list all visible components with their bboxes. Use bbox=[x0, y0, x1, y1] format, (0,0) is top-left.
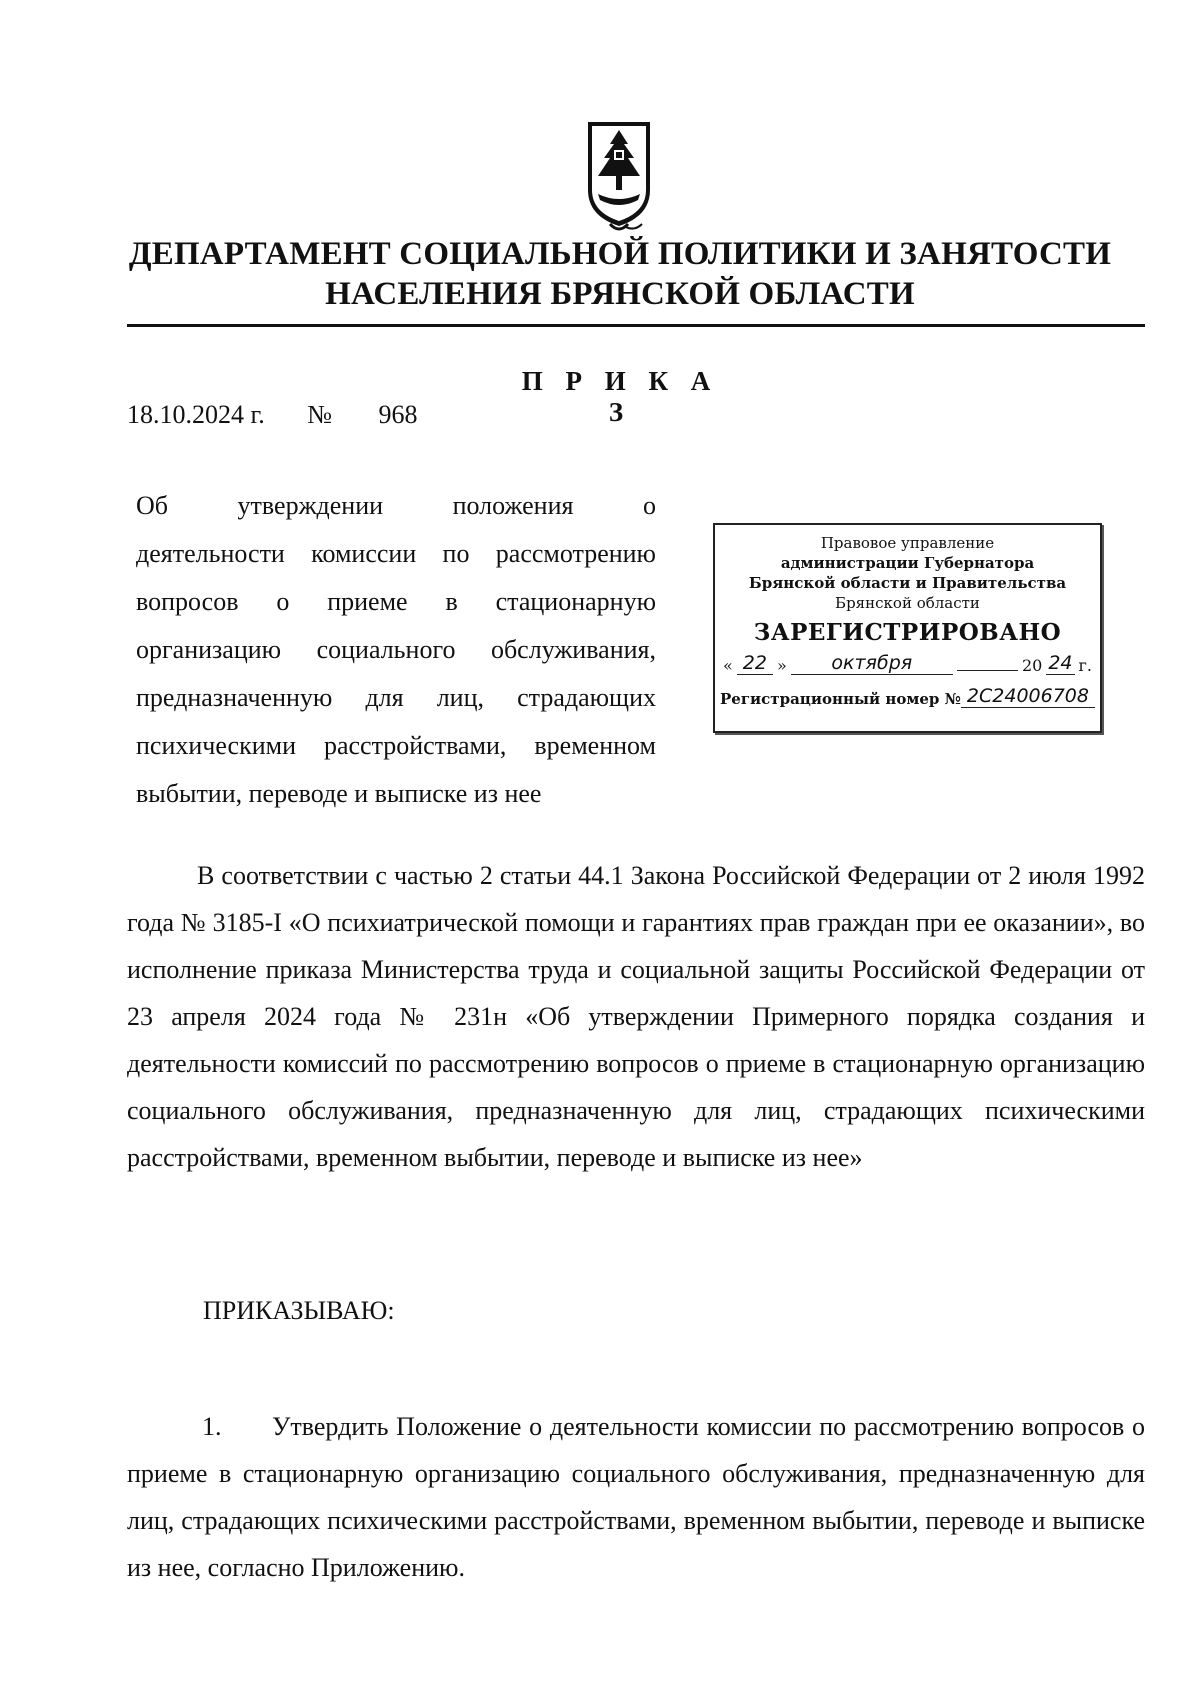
stamp-line: Брянской области bbox=[835, 594, 980, 612]
stamp-line: администрации Губернатора bbox=[780, 554, 1035, 572]
stamp-year-prefix: 20 bbox=[1021, 656, 1043, 675]
order-number: 968 bbox=[378, 400, 418, 429]
department-title bbox=[100, 234, 1140, 314]
stamp-year-suffix: 24 bbox=[1048, 652, 1073, 674]
stamp-reg-label: Регистрационный номер № bbox=[720, 690, 961, 708]
stamp-registration-number bbox=[715, 685, 1100, 708]
preamble-text: В соответствии с частью 2 статьи 44.1 Закона Российской Федерации от 2 июля 1992 года № 3185-I «О психиатрической помощи и гарантиях прав граждан при ее оказании», во исполнение приказа Министерства труда и социальной защиты Российской Федерации от 23 апреля 2024 года № 231н «Об утверждении Примерного порядка создания и деятельности комиссий по рассмотрению вопросов о приеме в стационарную организацию социального обслуживания, предназначенную для лиц, страдающих психическими расстройствами, временном выбытии, переводе и выписке из нее» bbox=[127, 861, 1145, 1172]
order-item-number: 1. bbox=[202, 1412, 222, 1441]
department-title-line2: НАСЕЛЕНИЯ БРЯНСКОЙ ОБЛАСТИ bbox=[325, 276, 915, 312]
stamp-line: Брянской области и Правительства bbox=[748, 574, 1067, 592]
stamp-month: октября bbox=[791, 652, 953, 675]
subject-line: психическими расстройствами, временном bbox=[136, 731, 656, 760]
stamp-year-unit: г. bbox=[1078, 656, 1092, 675]
subject-line: Об утверждении положения о bbox=[136, 491, 656, 520]
order-item-text: Утвердить Положение о деятельности комиссии по рассмотрению вопросов о приеме в стационарную организацию социального обслуживания, предназначенную для лиц, страдающих психическими расстройствами, временном выбытии, переводе и выписке из нее, согласно Приложению. bbox=[127, 1412, 1145, 1582]
subject-line: вопросов о приеме в стационарную bbox=[136, 587, 656, 616]
order-date: 18.10.2024 г. bbox=[127, 400, 265, 429]
department-title-line1: ДЕПАРТАМЕНТ СОЦИАЛЬНОЙ ПОЛИТИКИ И ЗАНЯТОСТИ bbox=[128, 236, 1112, 272]
subject-line: деятельности комиссии по рассмотрению bbox=[136, 539, 656, 568]
stamp-status: ЗАРЕГИСТРИРОВАНО bbox=[753, 619, 1062, 646]
registration-stamp bbox=[713, 523, 1102, 733]
subject-line: предназначенную для лиц, страдающих bbox=[136, 683, 656, 712]
stamp-date: « 22 » октября 20 24 г. bbox=[723, 652, 1092, 675]
coat-of-arms-icon bbox=[584, 120, 654, 238]
preamble-paragraph bbox=[127, 852, 1145, 1181]
orders-word: ПРИКАЗЫВАЮ: bbox=[203, 1296, 395, 1325]
subject-line: организацию социального обслуживания, bbox=[136, 635, 656, 664]
stamp-day: 22 bbox=[737, 652, 773, 675]
stamp-reg-number: 2С24006708 bbox=[961, 685, 1095, 708]
order-date-number bbox=[127, 400, 418, 430]
order-subject bbox=[136, 482, 656, 818]
order-number-sign: № bbox=[307, 400, 333, 429]
order-item-1 bbox=[127, 1403, 1145, 1591]
header-divider bbox=[127, 324, 1145, 327]
subject-line: выбытии, переводе и выписке из нее bbox=[136, 779, 542, 808]
stamp-line: Правовое управление bbox=[820, 534, 995, 552]
order-title: П Р И К А З bbox=[521, 366, 719, 427]
